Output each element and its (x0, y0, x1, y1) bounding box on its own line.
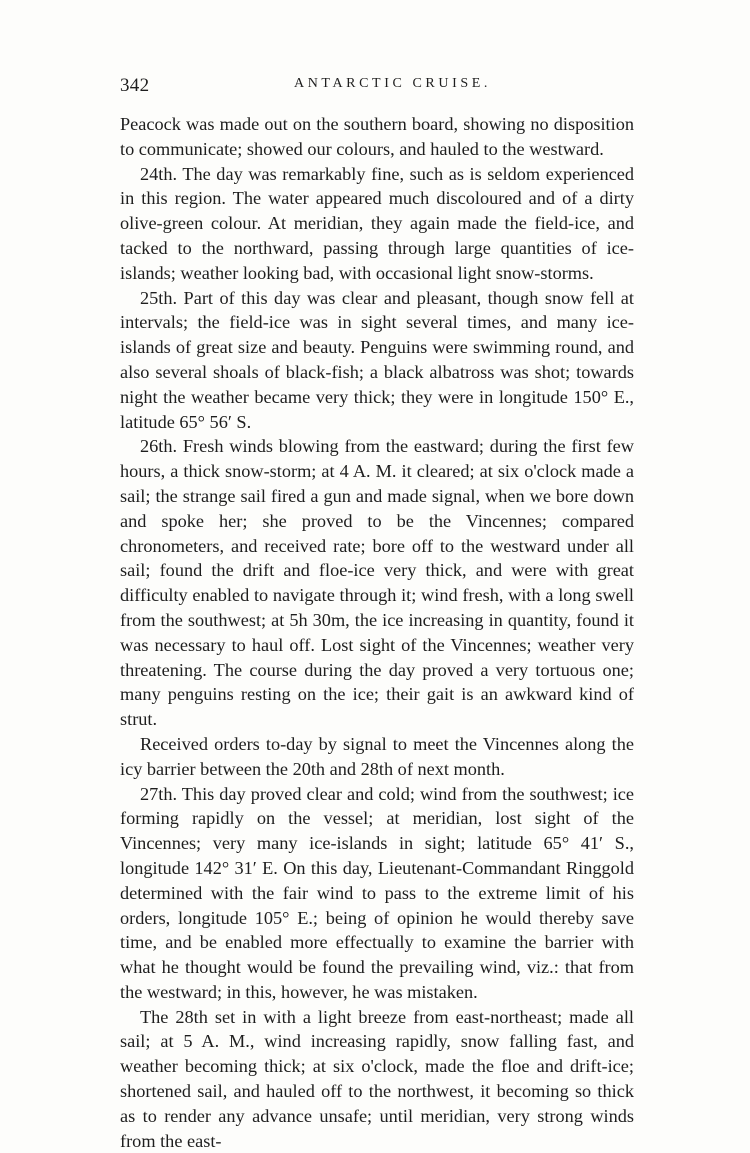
running-head: ANTARCTIC CRUISE. (294, 76, 491, 91)
paragraph: 24th. The day was remarkably fine, such as is seldom experienced in this region. The water appeared much discoloured and of a dirty olive-green colour. At meridian, they again made the field-ice, and tacked to the northward, passing through large quantities of ice-islands; weather looking bad, with occasional light snow-storms. (120, 163, 634, 283)
page-number: 342 (120, 75, 150, 96)
paragraph: Received orders to-day by signal to meet the Vincennes along the icy barrier between the 20th and 28th of next month. (120, 733, 634, 779)
page-header (120, 75, 635, 103)
paragraph: 25th. Part of this day was clear and pleasant, though snow fell at intervals; the field-ice was in sight several times, and many ice-islands of great size and beauty. Penguins were swimming round, and also several shoals of black-fish; a black albatross was shot; towards night the weather became very thick; they were in longitude 150° E., latitude 65° 56′ S. (120, 287, 634, 432)
paragraph: Peacock was made out on the southern board, showing no disposition to communicate; showed our colours, and hauled to the westward. (120, 114, 634, 159)
paragraph: 26th. Fresh winds blowing from the eastward; during the first few hours, a thick snow-storm; at 4 A. M. it cleared; at six o'clock made a sail; the strange sail fired a gun and made signal, when we bore down and spoke her; she proved to be the Vincennes; compared chronometers, and received rate; bore off to the westward under all sail; found the drift and floe-ice very thick, and were with great difficulty enabled to navigate through it; wind fresh, with a long swell from the southwest; at 5h 30m, the ice increasing in quantity, found it was necessary to haul off. Lost sight of the Vincennes; weather very threatening. The course during the day proved a very tortuous one; many penguins resting on the ice; their gait is an awkward kind of strut. (120, 436, 634, 730)
paragraph: 27th. This day proved clear and cold; wind from the southwest; ice forming rapidly on the vessel; at meridian, lost sight of the Vincennes; very many ice-islands in sight; latitude 65° 41′ S., longitude 142° 31′ E. On this day, Lieutenant-Commandant Ringgold determined with the fair wind to pass to the extreme limit of his orders, longitude 105° E.; being of opinion he would thereby save time, and be enabled more effectually to examine the barrier with what he thought would be found the prevailing wind, viz.: that from the westward; in this, however, he was mistaken. (120, 783, 634, 1002)
paragraph: The 28th set in with a light breeze from east-northeast; made all sail; at 5 A. M., wind increasing rapidly, snow falling fast, and weather becoming thick; at six o'clock, made the floe and drift-ice; shortened sail, and hauled off to the northwest, it becoming so thick as to render any advance unsafe; until meridian, very strong winds from the east- (120, 1006, 634, 1151)
body-text (120, 112, 634, 1153)
